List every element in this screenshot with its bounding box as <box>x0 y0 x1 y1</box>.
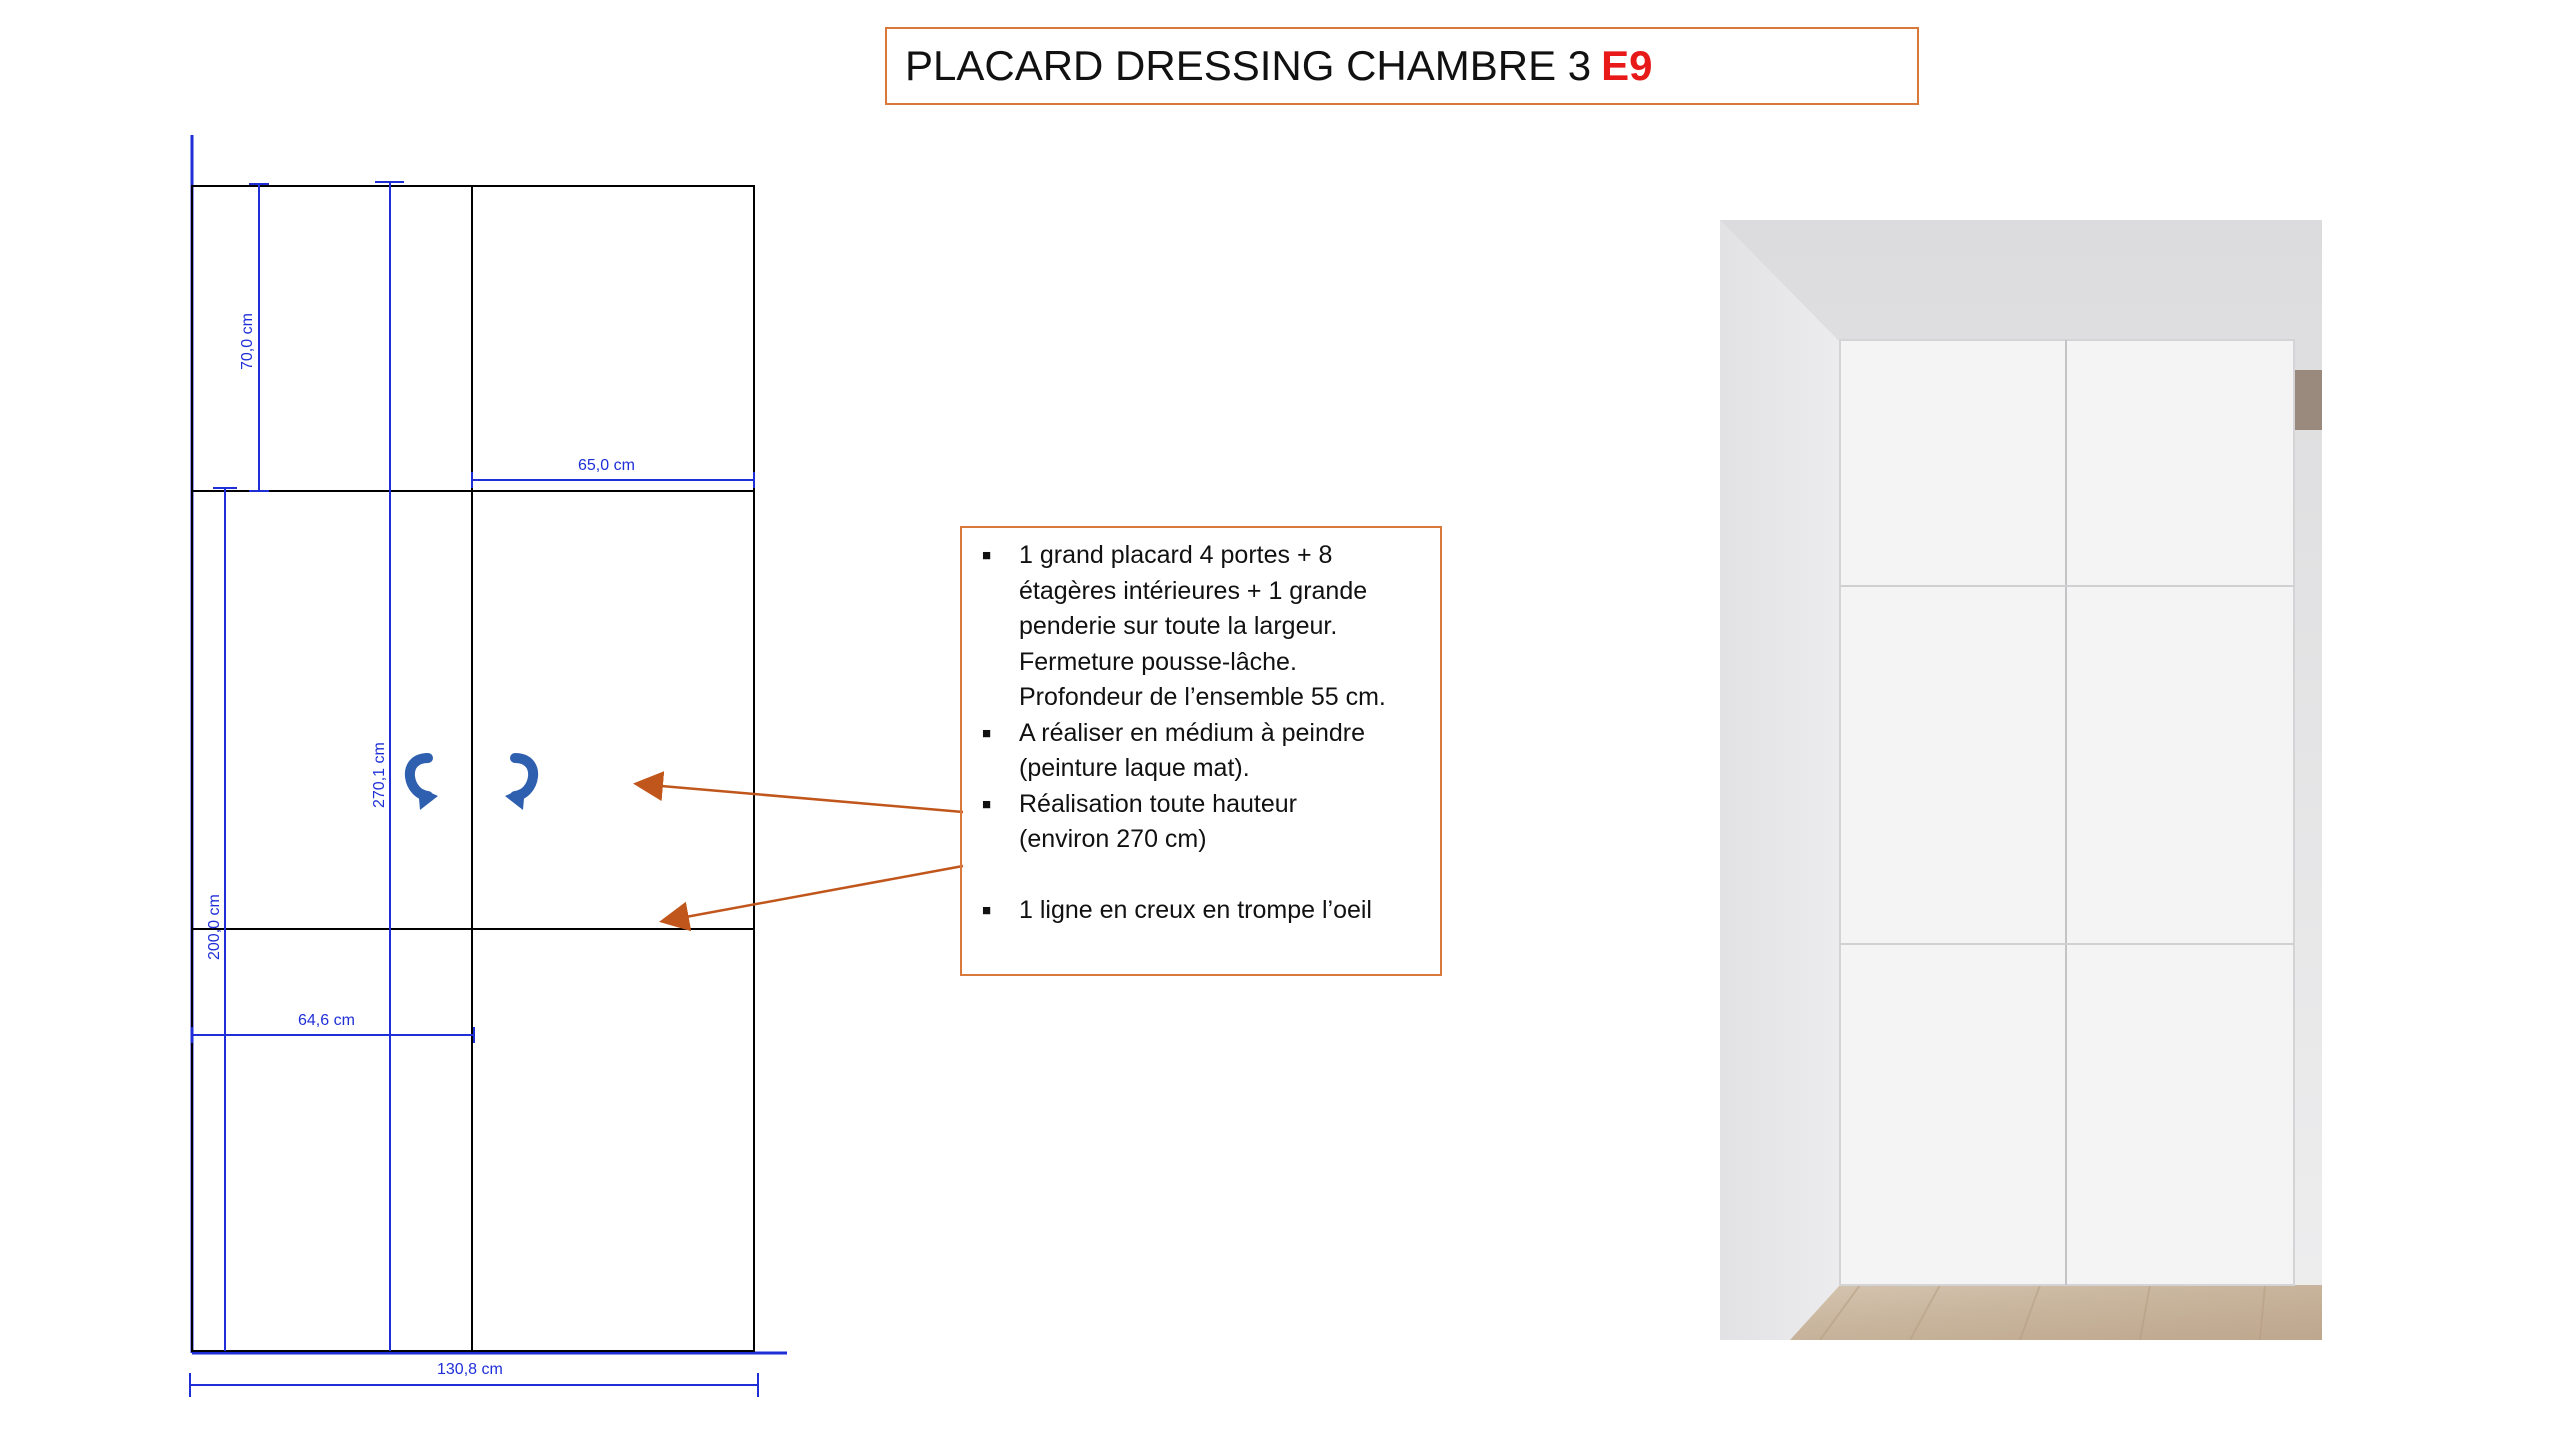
dimension-label-total-width: 130,8 cm <box>437 1361 503 1378</box>
leader-arrow-upper <box>638 784 963 812</box>
render-image <box>1720 220 2322 1340</box>
dimension-label-top-right-width: 65,0 cm <box>578 457 635 474</box>
dimension-label-left-width: 64,6 cm <box>298 1012 355 1029</box>
rotate-right-arrow-icon <box>505 758 533 810</box>
render-caption <box>1720 220 1739 221</box>
wardrobe-3d-render <box>1720 220 2322 1340</box>
page-title: PLACARD DRESSING CHAMBRE 3 <box>905 42 1592 89</box>
note-text: 1 grand placard 4 portes + 8 étagères intérieures + 1 grande penderie sur toute la largeur. Fermeture pousse-lâche. Profondeur de l’ensemble 55 cm. <box>1019 541 1386 711</box>
note-text: 1 ligne en creux en trompe l’oeil <box>1019 895 1372 924</box>
leader-arrow-lower <box>664 866 963 921</box>
rotate-left-arrow-icon <box>410 758 438 810</box>
bullet-icon: ■ <box>982 547 992 564</box>
note-text: Réalisation toute hauteur (environ 270 cm) <box>1019 789 1297 853</box>
note-item <box>982 787 1426 858</box>
dimension-label-total-height: 270,1 cm <box>371 742 388 808</box>
dimension-top-right-width <box>472 472 754 488</box>
dimension-left-width <box>192 1027 474 1043</box>
note-item <box>982 538 1426 716</box>
note-item <box>982 716 1426 787</box>
bullet-icon: ■ <box>982 901 992 919</box>
notes-box <box>960 526 1442 976</box>
dimension-label-lower-height: 200,0 cm <box>206 894 223 960</box>
note-item <box>982 893 1426 929</box>
title-code: E9 <box>1601 42 1653 89</box>
bullet-icon: ■ <box>982 724 992 742</box>
dimension-label-top-height: 70,0 cm <box>239 313 256 370</box>
bullet-icon: ■ <box>982 795 992 813</box>
note-text: A réaliser en médium à peindre (peinture laque mat). <box>1019 718 1366 782</box>
